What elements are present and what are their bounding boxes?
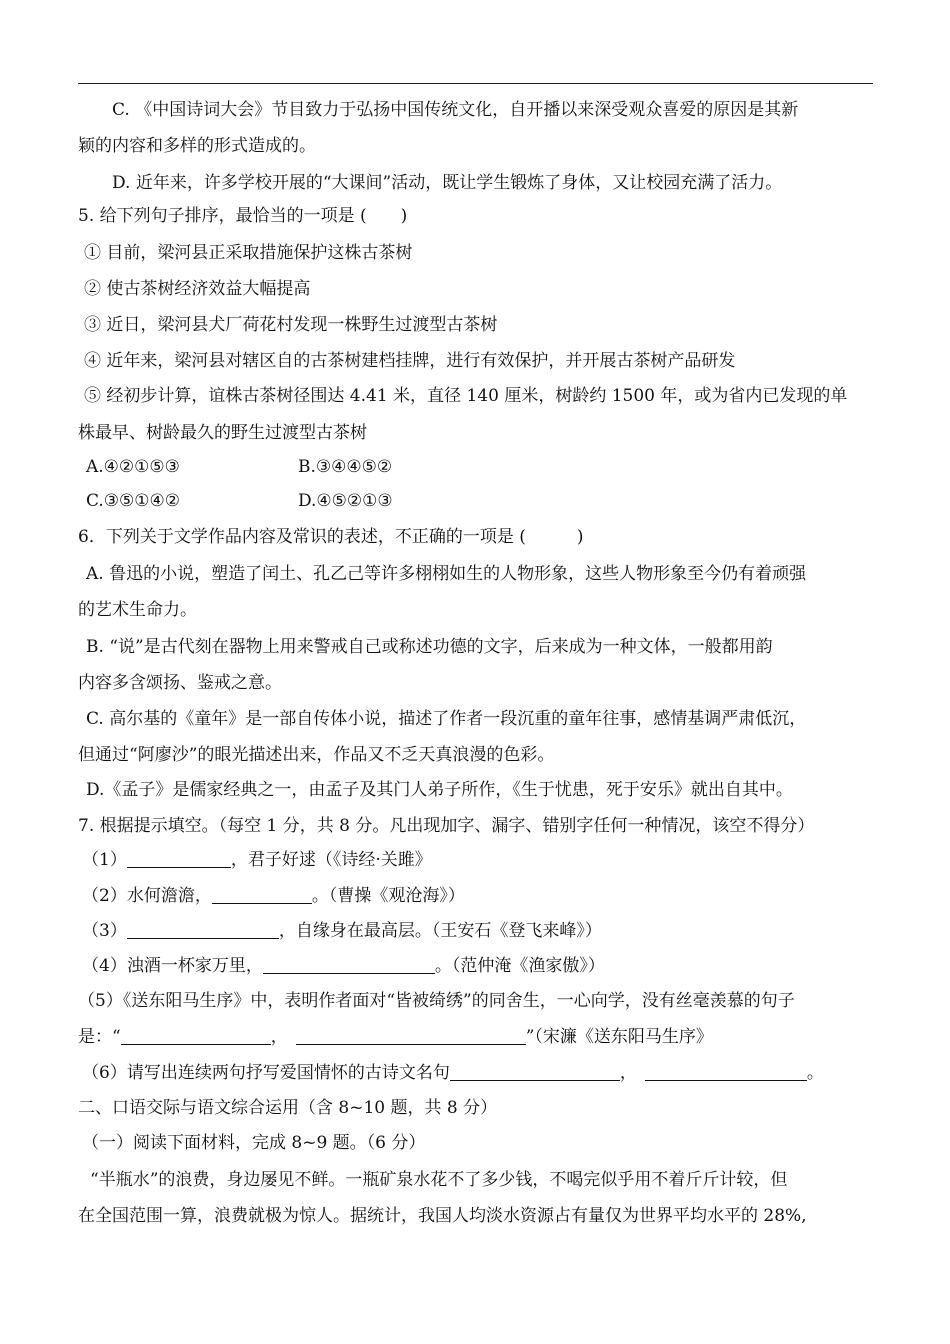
q7-item-6-prefix: （6）请写出连续两句抒写爱国情怀的古诗文名句	[82, 1063, 450, 1083]
q7-blank-6a[interactable]	[450, 1062, 620, 1081]
q5-option-a: A.④②①⑤③	[86, 457, 180, 477]
q4-option-d: D. 近年来，许多学校开展的“大课间”活动，既让学生锻炼了身体，又让校园充满了活力。	[112, 173, 783, 193]
q7-item-5-line1: （5）《送东阳马生序》中，表明作者面对“皆被绮绣”的同舍生，一心向学，没有丝毫羡慕的句子	[78, 991, 795, 1011]
q7-item-4-prefix: （4）浊酒一杯家万里，	[82, 956, 263, 976]
q7-item-2-prefix: （2）水何澹澹，	[82, 886, 212, 906]
q6-stem: 6．下列关于文学作品内容及常识的表述，不正确的一项是 ( )	[78, 527, 584, 547]
q6-option-c-line1: C. 高尔基的《童年》是一部自传体小说，描述了作者一段沉重的童年往事，感情基调严肃低沉，	[86, 709, 807, 729]
q5-sentence-5-line1: ⑤ 经初步计算，谊株古茶树径围达 4.41 米，直径 140 厘米，树龄约 1500 年，或为省内已发现的单	[84, 386, 848, 406]
q7-blank-1[interactable]	[127, 849, 231, 868]
q6-option-a-line1: A. 鲁迅的小说，塑造了闰土、孔乙己等许多栩栩如生的人物形象，这些人物形象至今仍有着顽强	[86, 564, 807, 584]
q5-option-b: B.③④④⑤②	[298, 457, 393, 477]
q6-option-b-line2: 内容多含颂扬、鉴戒之意。	[78, 673, 282, 693]
q7-item-1	[82, 849, 882, 871]
q5-sentence-3: ③ 近日，梁河县犬厂荷花村发现一株野生过渡型古茶树	[84, 315, 498, 335]
q7-item-5-source: ”（宋濂《送东阳马生序》	[525, 1027, 713, 1047]
q7-item-2-text: 。（曹操《观沧海》）	[311, 886, 465, 906]
section-2-title: 二、口语交际与语文综合运用（含 8~10 题，共 8 分）	[78, 1098, 498, 1118]
q7-blank-5a[interactable]	[121, 1026, 271, 1045]
q6-option-c-line2: 但通过“阿廖沙”的眼光描述出来，作品又不乏天真浪漫的色彩。	[78, 745, 555, 765]
q7-item-4-text: 。（范仲淹《渔家傲》）	[434, 956, 605, 976]
q4-option-c-line1: C. 《中国诗词大会》节目致力于弘扬中国传统文化，自开播以来深受观众喜爱的原因是其新	[112, 100, 799, 120]
q5-option-d: D.④⑤②①③	[298, 491, 393, 511]
q4-option-c-line2: 颖的内容和多样的形式造成的。	[78, 136, 316, 156]
q7-item-5-line2	[78, 1026, 878, 1048]
q7-item-6-end: 。	[806, 1063, 824, 1083]
section-2-subtitle: （一）阅读下面材料，完成 8~9 题。（6 分）	[82, 1133, 426, 1153]
q7-item-5-prefix: 是：“	[78, 1027, 121, 1047]
q7-item-6	[82, 1062, 882, 1084]
q5-sentence-5-line2: 株最早、树龄最久的野生过渡型古茶树	[78, 423, 367, 443]
q7-item-2	[82, 885, 882, 907]
q7-item-1-number: （1）	[82, 850, 127, 870]
q7-item-3-number: （3）	[82, 921, 127, 941]
q6-option-d: D.《孟子》是儒家经典之一，由孟子及其门人弟子所作，《生于忧患，死于安乐》就出自其中。	[86, 780, 793, 800]
q5-sentence-4: ④ 近年来，梁河县对辖区自的古茶树建档挂牌，进行有效保护，并开展古茶树产品研发	[84, 351, 736, 371]
q5-sentence-2: ② 使古茶树经济效益大幅提高	[84, 279, 311, 299]
q6-option-b-line1: B. “说”是古代刻在器物上用来警戒自己或称述功德的文字，后来成为一种文体，一般都用韵	[86, 637, 773, 657]
q7-stem: 7. 根据提示填空。（每空 1 分，共 8 分。凡出现加字、漏字、错别字任何一种情况，该空不得分）	[78, 816, 815, 836]
q7-item-6-separator: ，	[619, 1063, 637, 1083]
q7-item-3	[82, 920, 882, 942]
q7-blank-4[interactable]	[263, 955, 435, 974]
q5-option-c: C.③⑤①④②	[86, 491, 181, 511]
section-2-paragraph-line2: 在全国范围一算，浪费就极为惊人。据统计，我国人均淡水资源占有量仅为世界平均水平的 28%,	[78, 1206, 807, 1226]
section-2-paragraph-line1: “半瓶水”的浪费，身边屡见不鲜。一瓶矿泉水花不了多少钱，不喝完似乎用不着斤斤计较，但	[90, 1170, 788, 1190]
header-rule	[78, 83, 873, 84]
q5-sentence-1: ① 目前，梁河县正采取措施保护这株古茶树	[84, 243, 413, 263]
q7-item-4	[82, 955, 882, 977]
q7-item-3-text: ，自缘身在最高层。（王安石《登飞来峰》）	[278, 921, 602, 941]
q5-stem: 5. 给下列句子排序，最恰当的一项是 ( )	[78, 206, 408, 226]
q7-item-1-text: ，君子好逑（《诗经·关雎》	[230, 850, 432, 870]
q7-item-5-separator: ，	[270, 1027, 288, 1047]
q6-option-a-line2: 的艺术生命力。	[78, 600, 197, 620]
q7-blank-2[interactable]	[212, 885, 312, 904]
q7-blank-5b[interactable]	[296, 1026, 526, 1045]
q7-blank-3[interactable]	[127, 920, 279, 939]
q7-blank-6b[interactable]	[645, 1062, 807, 1081]
